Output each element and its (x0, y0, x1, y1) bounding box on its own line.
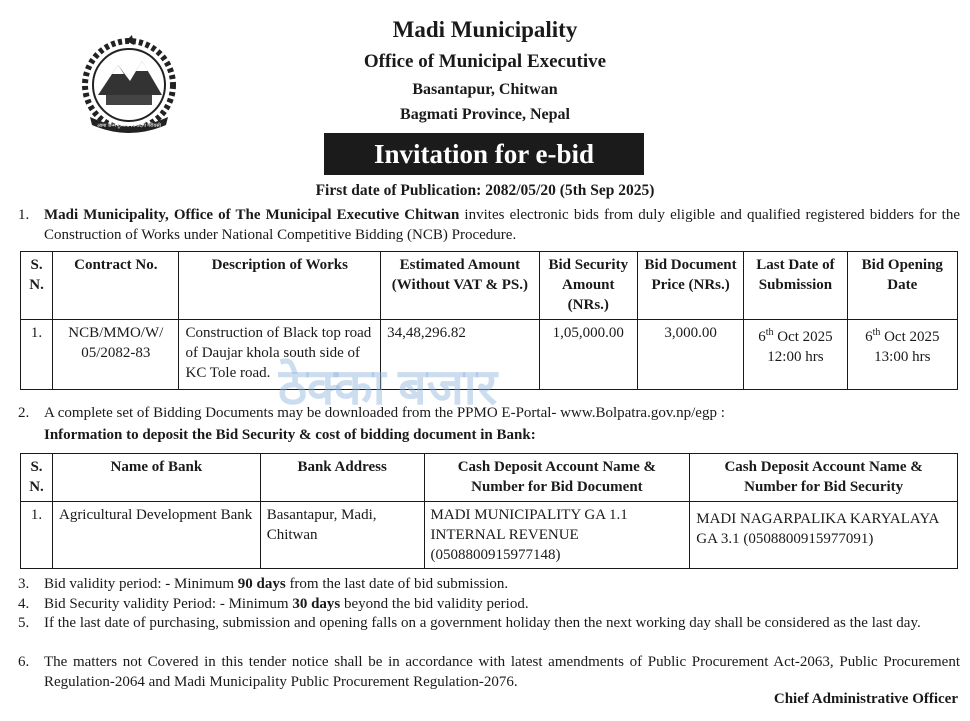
col-bank-name: Name of Bank (52, 454, 260, 502)
col-doc-price: Bid Document Price (NRs.) (637, 252, 743, 320)
col-contract: Contract No. (53, 252, 179, 320)
clause-5 (18, 613, 960, 633)
clause-bold: 90 days (237, 576, 286, 592)
clause-bold: Madi Municipality, Office of The Municipal Executive Chitwan (44, 207, 460, 223)
clause-text: A complete set of Bidding Documents may be downloaded from the PPMO E-Portal- www.Bolpatra.gov.np/egp : (44, 405, 725, 421)
opening-day: 6 (865, 329, 873, 345)
works-table (20, 251, 958, 390)
cell-sec-account: MADI NAGARPALIKA KARYALAYA GA 3.1 (0508800915977091) (690, 502, 958, 569)
clause-text (44, 594, 960, 614)
col-estimate: Estimated Amount (Without VAT & PS.) (381, 252, 540, 320)
cell-doc-account: MADI MUNICIPALITY GA 1.1 INTERNAL REVENUE (0508800915977148) (424, 502, 690, 569)
clause-number: 4. (18, 596, 30, 612)
watermark-text: ठेक्का बजार (278, 359, 498, 415)
table-row (21, 320, 958, 390)
cell-opening (847, 320, 957, 390)
col-sn: S. N. (21, 454, 53, 502)
cell-estimate: 34,48,296.82 (381, 320, 540, 390)
clause-number: 3. (18, 576, 30, 592)
clause-3 (18, 574, 960, 594)
ordinal-suffix: th (872, 327, 881, 338)
col-submission: Last Date of Submission (744, 252, 847, 320)
opening-month: Oct 2025 (880, 329, 940, 345)
submission-time: 12:00 hrs (767, 349, 824, 365)
cell-bank: Agricultural Development Bank (52, 502, 260, 569)
municipality-name: Madi Municipality (392, 17, 578, 42)
clause-part: Bid validity period: - Minimum (44, 576, 238, 592)
emblem-motto: आमा जन्मभूमिश्च स्वर्गादपि गरीयसी (97, 124, 161, 129)
col-security: Bid Security Amount (NRs.) (539, 252, 637, 320)
clause-text (44, 574, 960, 594)
clause-part: Bid Security validity Period: - Minimum (44, 596, 293, 612)
bank-info-title: Information to deposit the Bid Security & cost of bidding document in Bank: (44, 427, 536, 443)
col-description: Description of Works (179, 252, 381, 320)
office-address: Basantapur, Chitwan (412, 81, 558, 98)
col-bank-address: Bank Address (260, 454, 424, 502)
publication-date: First date of Publication: 2082/05/20 (5th Sep 2025) (315, 182, 655, 199)
office-name: Office of Municipal Executive (363, 51, 607, 72)
clause-part: beyond the bid validity period. (340, 596, 529, 612)
submission-month: Oct 2025 (773, 329, 833, 345)
clause-bold: 30 days (292, 596, 341, 612)
opening-time: 13:00 hrs (874, 349, 931, 365)
cell-contract: NCB/MMO/W/ 05/2082-83 (53, 320, 179, 390)
cell-doc-price: 3,000.00 (637, 320, 743, 390)
submission-day: 6 (758, 329, 766, 345)
col-doc-account: Cash Deposit Account Name & Number for Bid Document (424, 454, 690, 502)
ordinal-suffix: th (765, 327, 774, 338)
clause-text: The matters not Covered in this tender notice shall be in accordance with latest amendments of Public Procurement Act-2063, Public Procurement Regulation-2064 and Madi Municipality Public Procurement Regulation-2076. (44, 654, 960, 690)
clause-text: If the last date of purchasing, submission and opening falls on a government holiday then the next working day shall be considered as the last day. (44, 615, 921, 631)
bank-table (20, 453, 958, 569)
col-opening: Bid Opening Date (847, 252, 957, 320)
cell-security: 1,05,000.00 (539, 320, 637, 390)
clause-number: 5. (18, 615, 30, 631)
cell-address: Basantapur, Madi, Chitwan (260, 502, 424, 569)
table-row (21, 502, 958, 569)
col-sec-account: Cash Deposit Account Name & Number for Bid Security (690, 454, 958, 502)
clause-4 (18, 594, 960, 614)
notice-title: Invitation for e-bid (324, 133, 644, 175)
clause-rest: invites electronic bids from duly eligible and qualified registered bidders for the Construction of Works under National Competitive Bidding (NCB) Procedure. (44, 207, 960, 243)
cell-sn: 1. (21, 320, 53, 390)
province-name: Bagmati Province, Nepal (400, 106, 570, 123)
clause-2 (18, 403, 960, 423)
clause-number: 2. (18, 405, 30, 421)
clause-part: from the last date of bid submission. (285, 576, 509, 592)
cell-description: Construction of Black top road of Daujar khola south side of KC Tole road. (179, 320, 381, 390)
cell-submission (744, 320, 847, 390)
clause-number: 6. (18, 654, 30, 670)
clause-text (44, 205, 960, 245)
signature-title: Chief Administrative Officer (773, 691, 958, 707)
clause-6 (18, 652, 960, 692)
cell-sn: 1. (21, 502, 53, 569)
col-sn: S. N. (21, 252, 53, 320)
clause-1 (18, 205, 960, 245)
clause-number: 1. (18, 207, 30, 223)
